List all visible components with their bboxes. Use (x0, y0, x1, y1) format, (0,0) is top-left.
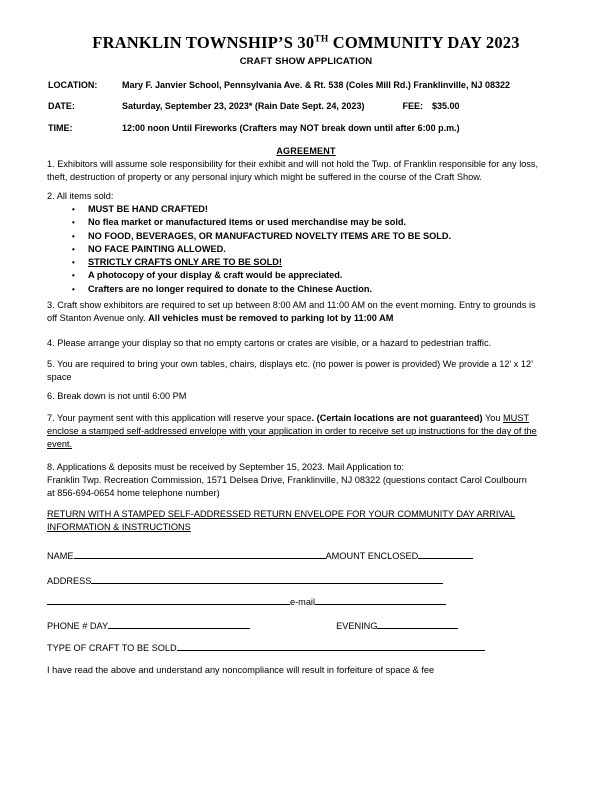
item-8-line-2: Franklin Twp. Recreation Commission, 1571 Delsea Drive, Franklinville, NJ 08322 (questions contact Carol Coulbourn (47, 475, 527, 486)
time-value: 12:00 noon Until Fireworks (Crafters may NOT break down until after 6:00 p.m.) (122, 123, 460, 133)
email-field-row (47, 595, 446, 609)
phone-evening-input[interactable] (377, 619, 458, 629)
agreement-item-5: 5. You are required to bring your own tables, chairs, displays etc. (no power is power is provided) We provide a 12’ x 12’ space (47, 359, 533, 383)
bullet-text: No flea market or manufactured items or used merchandise may be sold. (88, 217, 407, 228)
list-item (47, 216, 544, 229)
time-label: TIME: (48, 123, 73, 133)
agreement-item-8 (47, 461, 544, 501)
name-input[interactable] (74, 549, 326, 559)
craft-type-label: TYPE OF CRAFT TO BE SOLD (47, 643, 177, 653)
date-value: Saturday, September 23, 2023* (Rain Date Sept. 24, 2023) (122, 101, 365, 111)
bullet-text: A photocopy of your display & craft would be appreciated. (88, 270, 343, 281)
page-subtitle: CRAFT SHOW APPLICATION (239, 56, 373, 67)
agreement-item-1: 1. Exhibitors will assume sole responsibility for their exhibit and will not hold the Twp. of Franklin responsible for any loss, theft, destruction of property or any personal injury which might be suffered in the course of the Craft Show. (47, 159, 539, 183)
list-item (47, 243, 544, 256)
email-input[interactable] (315, 595, 446, 605)
amount-enclosed-label: AMOUNT ENCLOSED (325, 551, 419, 561)
item-7-text: 7. Your payment sent with this application will reserve your space (47, 413, 312, 423)
item-8-line-1: 8. Applications & deposits must be received by September 15, 2023. Mail Application to: (47, 462, 404, 472)
list-item (47, 230, 544, 243)
acknowledgement-text: I have read the above and understand any noncompliance will result in forfeiture of space & fee (47, 665, 435, 675)
item-7-connector: You (482, 413, 504, 423)
agreement-item-2-bullet-list (47, 203, 544, 296)
item-3-emphasis: All vehicles must be removed to parking lot by 11:00 AM (148, 313, 394, 324)
location-label: LOCATION: (48, 80, 98, 90)
email-label: e-mail (290, 597, 316, 607)
craft-type-field-row (47, 641, 485, 655)
agreement-item-7 (47, 412, 544, 452)
list-item (47, 283, 544, 296)
bullet-text: STRICTLY CRAFTS ONLY ARE TO BE SOLD! (88, 257, 282, 268)
agreement-item-2-intro: 2. All items sold: (47, 191, 114, 201)
list-item (47, 256, 544, 269)
return-instructions-note (47, 508, 547, 534)
bullet-text: MUST BE HAND CRAFTED! (88, 204, 208, 214)
return-instructions-text: RETURN WITH A STAMPED SELF-ADDRESSED RETURN ENVELOPE FOR YOUR COMMUNITY DAY ARRIVAL INFORMATION & INSTRUCTIONS (47, 509, 516, 533)
phone-day-input[interactable] (108, 619, 250, 629)
agreement-item-6: 6. Break down is not until 6:00 PM (47, 391, 187, 401)
address-field-row (47, 574, 443, 588)
phone-field-row (47, 619, 458, 633)
name-field-row (47, 549, 473, 563)
phone-day-label: PHONE # DAY (47, 621, 109, 631)
craft-type-input[interactable] (177, 641, 485, 651)
page-title (48, 34, 564, 52)
item-3-text: 3. Craft show exhibitors are required to set up between 8:00 AM and 11:00 AM on the event morning. Entry to grounds is off Stanton Avenue only. (47, 300, 536, 324)
fee-label: FEE: (402, 101, 423, 111)
date-label: DATE: (48, 101, 75, 111)
page-title-ordinal-suffix: TH (314, 34, 329, 45)
page-title-suffix: COMMUNITY DAY 2023 (328, 33, 520, 52)
location-value: Mary F. Janvier School, Pennsylvania Ave. & Rt. 538 (Coles Mill Rd.) Franklinville, NJ 08322 (122, 80, 510, 90)
agreement-item-4: 4. Please arrange your display so that no empty cartons or crates are visible, or a hazard to pedestrian traffic. (47, 338, 492, 348)
item-7-emphasis: . (Certain locations are not guaranteed) (311, 413, 483, 423)
fee-value: $35.00 (431, 101, 460, 111)
agreement-heading: AGREEMENT (276, 146, 336, 156)
address-label: ADDRESS (47, 576, 92, 586)
list-item (47, 203, 544, 216)
name-label: NAME (47, 551, 74, 561)
phone-evening-label: EVENING (336, 621, 378, 631)
item-8-line-3: at 856-694-0654 home telephone number) (47, 488, 220, 499)
date-row (48, 101, 568, 111)
list-item (47, 269, 544, 282)
bullet-text: Crafters are no longer required to donate to the Chinese Auction. (88, 283, 372, 294)
location-row (48, 80, 568, 90)
amount-enclosed-input[interactable] (418, 549, 473, 559)
agreement-item-3 (47, 299, 544, 325)
page-title-prefix: FRANKLIN TOWNSHIP’S 30 (92, 33, 315, 52)
address-input[interactable] (91, 574, 443, 584)
bullet-text: NO FOOD, BEVERAGES, OR MANUFACTURED NOVELTY ITEMS ARE TO BE SOLD. (88, 230, 452, 241)
item-7-underlined-text: MUST enclose a stamped self-addressed envelope with your application in order to receive set up instructions for the day of the event. (47, 413, 537, 450)
time-row (48, 123, 568, 133)
address-input-line-2[interactable] (47, 595, 290, 605)
bullet-text: NO FACE PAINTING ALLOWED. (88, 243, 226, 254)
